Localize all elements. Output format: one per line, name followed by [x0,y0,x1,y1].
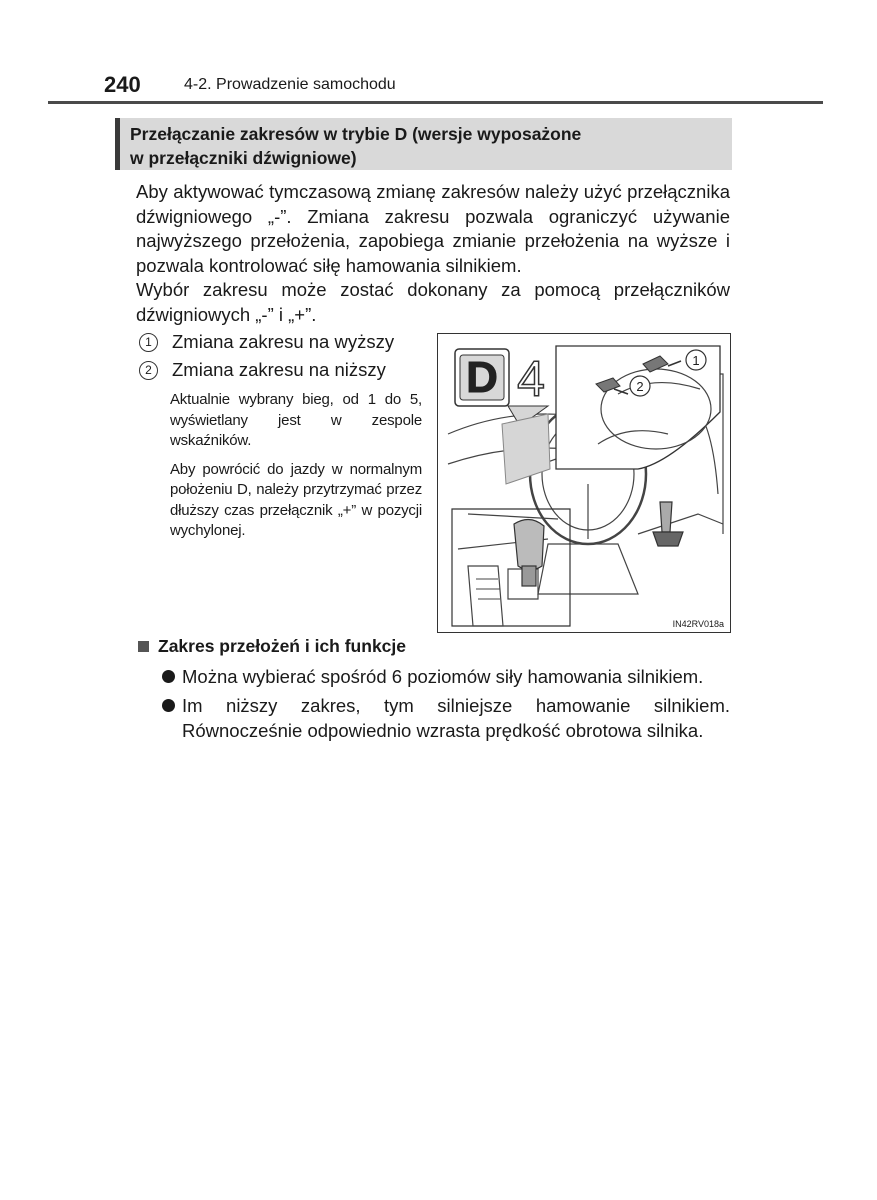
bullet-dot-icon [162,670,175,683]
section-title-line-2: w przełączniki dźwigniowe) [130,148,357,168]
return-to-d-note: Aby powrócić do jazdy w normalnym położeniu D, należy przytrzymać przez dłuższy czas przełącznik „+” w pozycji wychylonej. [170,460,422,539]
square-bullet-icon [138,641,149,652]
callout-2: 2 [636,379,644,394]
bullet-dot-icon [162,699,175,712]
steps-list [136,328,426,542]
step-number-badge: 2 [139,361,158,380]
header-divider [48,101,823,104]
list-item [162,693,730,743]
intro-text [136,180,730,327]
gear-display-note: Aktualnie wybrany bieg, od 1 do 5, wyświetlany jest w zespole wskaźników. [170,391,422,449]
intro-paragraph-2: Wybór zakresu może zostać dokonany za pomocą przełączników dźwigniowych „-” i „+”. [136,279,730,325]
display-letter: D [466,353,498,402]
list-item-text: Można wybierać spośród 6 poziomów siły hamowania silnikiem. [182,666,704,687]
step-label: Zmiana zakresu na niższy [172,359,386,380]
cockpit-drawing [438,334,730,632]
paddle-shift-illustration [437,333,731,633]
callout-1: 1 [692,353,700,368]
figure-code: IN42RV018a [672,619,724,629]
step-number-badge: 1 [139,333,158,352]
page-header [104,70,822,102]
intro-paragraph-1: Aby aktywować tymczasową zmianę zakresów należy użyć przełącznika dźwigniowego „-”. Zmiana zakresu pozwala ograniczyć używanie najwyższego przełożenia, zapobiega zmianie przełożenia na wyższe i pozwala kontrolować siłę hamowania silnikiem. [136,181,730,276]
chapter-title: 4-2. Prowadzenie samochodu [184,76,396,93]
step-label: Zmiana zakresu na wyższy [172,331,395,352]
subsection-heading [138,636,406,657]
page-number: 240 [104,72,141,97]
step-item [136,356,426,384]
section-title-line-1: Przełączanie zakresów w trybie D (wersje wyposażone [130,124,582,144]
subsection-title: Zakres przełożeń i ich funkcje [158,636,406,656]
bullet-list [162,664,730,747]
list-item-text: Im niższy zakres, tym silniejsze hamowanie silnikiem. Równocześnie odpowiednio wzrasta prędkość obrotowa silnika. [182,695,730,741]
list-item [162,664,730,689]
display-digit: 4 [517,351,545,407]
step-item [136,328,426,356]
section-heading [115,118,732,170]
